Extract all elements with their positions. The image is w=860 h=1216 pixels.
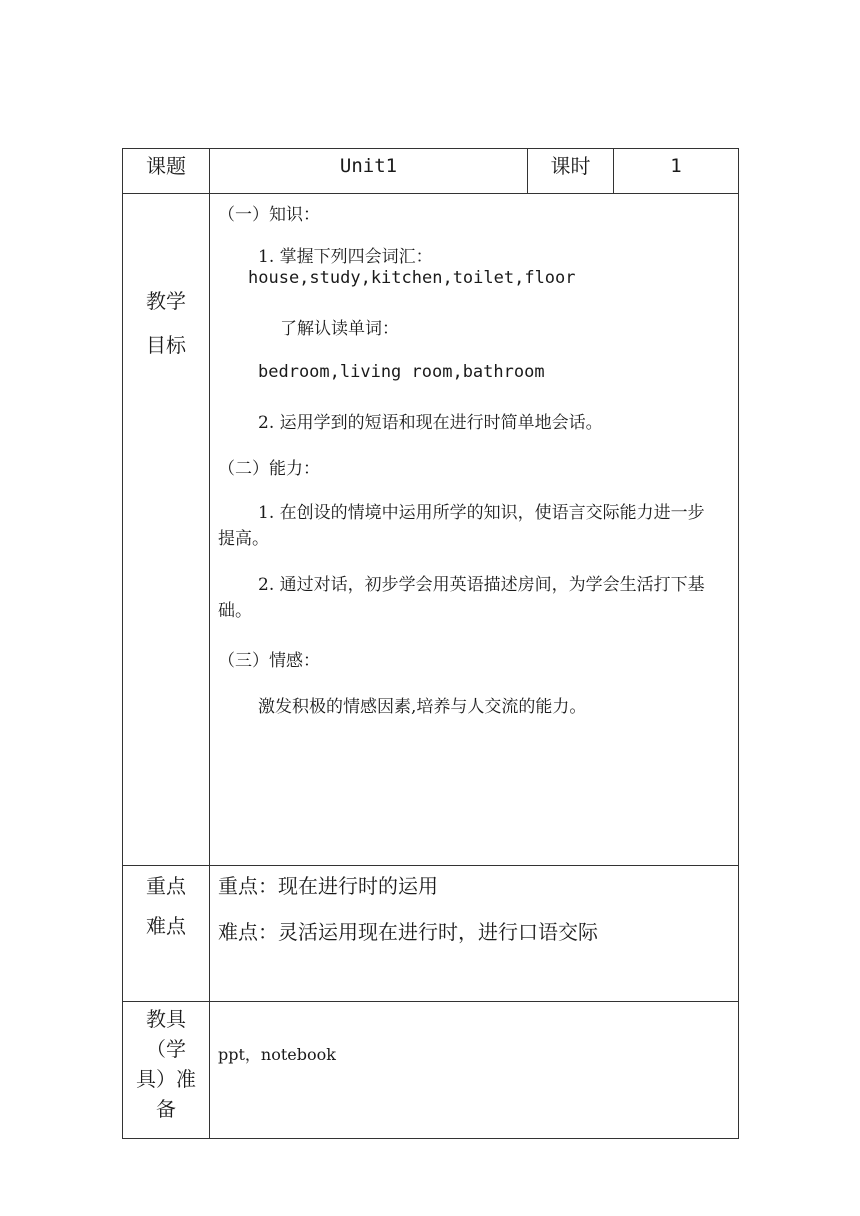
goals-label-line2: 目标 xyxy=(146,333,186,357)
key-point-text: 重点：现在进行时的运用 xyxy=(218,874,438,898)
tools-content xyxy=(210,1002,739,1139)
knowledge-item-1: 1. 掌握下列四会词汇： xyxy=(258,247,433,267)
table-row-key-points xyxy=(123,866,739,1002)
recognize-words: bedroom,living room,bathroom xyxy=(258,362,545,382)
emotion-heading: （三）情感： xyxy=(218,651,320,671)
goals-label xyxy=(123,194,210,866)
knowledge-item-2: 2. 运用学到的短语和现在进行时简单地会话。 xyxy=(258,413,603,433)
ability-heading: （二）能力： xyxy=(218,459,320,479)
ability-item-2: 2. 通过对话，初步学会用英语描述房间，为学会生活打下基础。 xyxy=(218,575,705,621)
topic-value: Unit1 xyxy=(210,149,528,194)
key-points-label xyxy=(123,866,210,1002)
table-row-goals xyxy=(123,194,739,866)
table-row-tools xyxy=(123,1002,739,1139)
ability-item-1: 1. 在创设的情境中运用所学的知识，使语言交际能力进一步提高。 xyxy=(218,503,705,549)
knowledge-heading: （一）知识： xyxy=(218,205,320,225)
goals-label-line1: 教学 xyxy=(146,289,186,313)
period-value: 1 xyxy=(614,149,739,194)
tools-label-line3: 具）准 xyxy=(136,1067,196,1091)
emotion-item: 激发积极的情感因素,培养与人交流的能力。 xyxy=(258,697,587,717)
period-label: 课时 xyxy=(528,149,614,194)
tools-label-line2: （学 xyxy=(146,1037,186,1061)
key-points-content xyxy=(210,866,739,1002)
difficult-point-text: 难点：灵活运用现在进行时，进行口语交际 xyxy=(218,920,598,944)
key-points-label-line2: 难点 xyxy=(146,914,186,938)
tools-label xyxy=(123,1002,210,1139)
tools-label-line1: 教具 xyxy=(146,1007,186,1031)
goals-content xyxy=(210,194,739,866)
recognize-heading: 了解认读单词： xyxy=(280,319,399,339)
lesson-plan-table xyxy=(122,148,739,1139)
tools-label-line4: 备 xyxy=(156,1097,176,1121)
key-points-label-line1: 重点 xyxy=(146,874,186,898)
table-row-topic xyxy=(123,149,739,194)
tools-value: ppt，notebook xyxy=(218,1045,336,1064)
knowledge-words: house,study,kitchen,toilet,floor xyxy=(248,268,576,288)
topic-label: 课题 xyxy=(123,149,210,194)
